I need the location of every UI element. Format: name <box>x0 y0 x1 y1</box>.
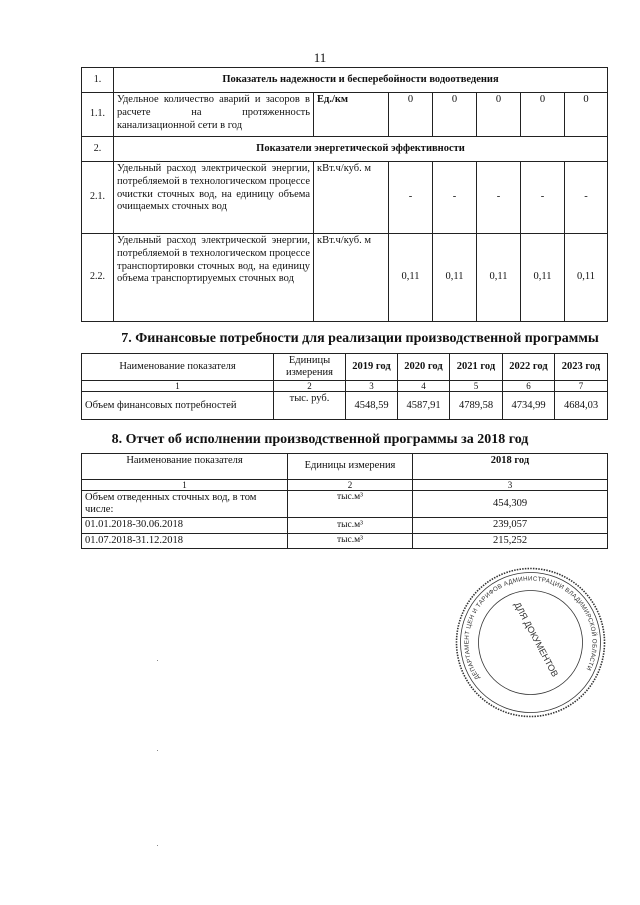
financial-needs-table <box>81 353 608 420</box>
value-cell: 0,11 <box>433 234 477 322</box>
value-cell: 0,11 <box>521 234 565 322</box>
indicator-name: 01.07.2018-31.12.2018 <box>82 533 288 548</box>
value-cell: - <box>389 162 433 234</box>
indicator-name: Объем отведенных сточных вод, в том числе: <box>82 491 288 518</box>
column-number: 1 <box>82 480 288 491</box>
table-row <box>82 93 608 137</box>
header-year: 2023 год <box>555 354 608 381</box>
indicator-unit: тыс.м³ <box>288 518 413 533</box>
indicators-table <box>81 67 608 322</box>
svg-text:ДЕПАРТАМЕНТ ЦЕН И ТАРИФОВ АДМИ <box>453 565 608 720</box>
value-cell: 0,11 <box>477 234 521 322</box>
official-stamp <box>453 565 608 720</box>
table-row <box>82 162 608 234</box>
scan-speck <box>157 660 158 661</box>
section-number: 2. <box>82 137 114 162</box>
value-cell: 0 <box>565 93 608 137</box>
value-cell: - <box>477 162 521 234</box>
header-name: Наименование показателя <box>82 454 288 480</box>
section-7-heading: 7. Финансовые потребности для реализации производственной программы <box>121 331 599 346</box>
row-number: 2.1. <box>82 162 114 234</box>
indicator-name: Удельное количество аварий и засоров в расчете на протяженность канализационной сети в год <box>114 93 314 137</box>
stamp-ring-text: ДЕПАРТАМЕНТ ЦЕН И ТАРИФОВ АДМИНИСТРАЦИИ ВЛАДИМИРСКОЙ ОБЛАСТИ <box>463 575 598 681</box>
column-number: 5 <box>450 381 503 392</box>
row-number: 1.1. <box>82 93 114 137</box>
section-row <box>82 68 608 93</box>
indicator-name: 01.01.2018-30.06.2018 <box>82 518 288 533</box>
section-row <box>82 137 608 162</box>
section-8-heading: 8. Отчет об исполнении производственной программы за 2018 год <box>111 432 529 447</box>
value-cell: 0 <box>433 93 477 137</box>
value-cell: 239,057 <box>413 518 608 533</box>
value-cell: 4548,59 <box>346 392 398 420</box>
column-number: 7 <box>555 381 608 392</box>
value-cell: 0 <box>389 93 433 137</box>
table-row <box>82 533 608 548</box>
indicator-name: Объем финансовых потребностей <box>82 392 274 420</box>
table-row <box>82 518 608 533</box>
indicator-unit: кВт.ч/куб. м <box>314 162 389 234</box>
column-number: 2 <box>274 381 346 392</box>
indicator-unit: кВт.ч/куб. м <box>314 234 389 322</box>
section-title: Показатель надежности и бесперебойности водоотведения <box>114 68 608 93</box>
header-row <box>82 454 608 480</box>
value-cell: 4587,91 <box>398 392 450 420</box>
value-cell: 215,252 <box>413 533 608 548</box>
header-year: 2021 год <box>450 354 503 381</box>
section-title: Показатели энергетической эффективности <box>114 137 608 162</box>
row-number: 2.2. <box>82 234 114 322</box>
indicator-unit: тыс.м³ <box>288 533 413 548</box>
header-year: 2019 год <box>346 354 398 381</box>
header-row <box>82 354 608 381</box>
value-cell: 0 <box>521 93 565 137</box>
page-number: 11 <box>313 50 327 65</box>
value-cell: - <box>521 162 565 234</box>
column-numbers-row <box>82 480 608 491</box>
indicator-unit: Ед./км <box>314 93 389 137</box>
stamp-center-text: ДЛЯ ДОКУМЕНТОВ <box>512 600 561 679</box>
program-report-table <box>81 453 608 549</box>
value-cell: 0,11 <box>565 234 608 322</box>
column-number: 6 <box>503 381 555 392</box>
table-row <box>82 234 608 322</box>
value-cell: - <box>565 162 608 234</box>
header-year: 2018 год <box>413 454 608 480</box>
indicator-name: Удельный расход электрической энергии, потребляемой в технологическом процессе транспортировки сточных вод, на единицу объема транспортируемых сточных вод <box>114 234 314 322</box>
value-cell: 4734,99 <box>503 392 555 420</box>
column-number: 3 <box>346 381 398 392</box>
column-number: 2 <box>288 480 413 491</box>
value-cell: 0,11 <box>389 234 433 322</box>
header-year: 2022 год <box>503 354 555 381</box>
table-row <box>82 491 608 518</box>
column-numbers-row <box>82 381 608 392</box>
value-cell: 4789,58 <box>450 392 503 420</box>
value-cell: 0 <box>477 93 521 137</box>
column-number: 3 <box>413 480 608 491</box>
column-number: 1 <box>82 381 274 392</box>
indicator-unit: тыс.м³ <box>288 491 413 518</box>
header-year: 2020 год <box>398 354 450 381</box>
indicator-unit: тыс. руб. <box>274 392 346 420</box>
section-number: 1. <box>82 68 114 93</box>
indicator-name: Удельный расход электрической энергии, потребляемой в технологическом процессе очистки сточных вод, на единицу объема очищаемых сточных вод <box>114 162 314 234</box>
scan-speck <box>157 845 158 846</box>
scan-speck <box>157 750 158 751</box>
column-number: 4 <box>398 381 450 392</box>
value-cell: 4684,03 <box>555 392 608 420</box>
value-cell: - <box>433 162 477 234</box>
header-name: Наименование показателя <box>82 354 274 381</box>
header-unit: Единицы измерения <box>274 354 346 381</box>
header-unit: Единицы измерения <box>288 454 413 480</box>
table-row <box>82 392 608 420</box>
value-cell: 454,309 <box>413 491 608 518</box>
